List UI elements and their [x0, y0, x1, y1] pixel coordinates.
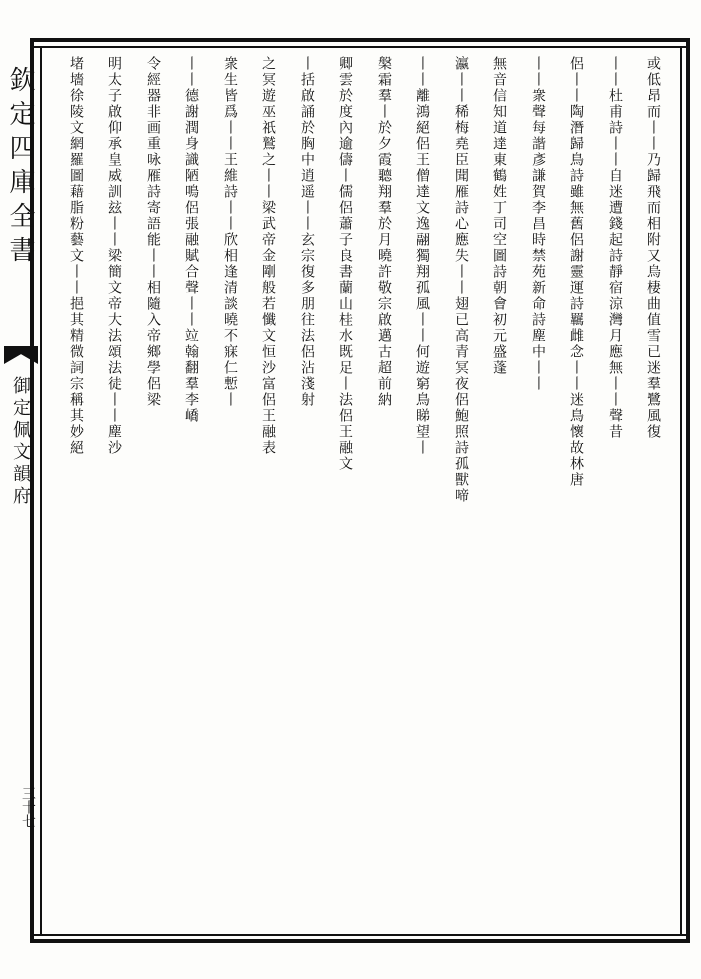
text-column: 丨丨衆聲每諧彥謙賀李昌時禁苑新命詩塵中丨丨 — [530, 56, 546, 392]
text-column: 侶丨丨陶潛歸鳥詩雖無舊侶謝靈運詩羈雌念丨丨迷鳥懷故林唐 — [568, 56, 584, 488]
text-column: 堵墻徐陵文網羅圖藉脂粉藝文丨丨挹其精微詞宗稱其妙絕 — [68, 56, 84, 456]
text-column: 丨括啟誦於胸中逍遥丨丨玄宗復多朋往法侶沾淺射 — [299, 56, 315, 408]
text-column: 無音信知道達東鶴姓丁司空圖詩朝會初元盛蓬 — [491, 56, 507, 376]
text-column: 衆生皆爲丨丨王維詩丨丨欣相逢清談曉不寐仁慙丨 — [222, 56, 238, 408]
margin-column — [0, 46, 40, 936]
text-column: 明太子啟仰承皇威訓玆丨丨梁簡文帝大法頌法徒丨丨塵沙 — [106, 56, 122, 456]
book-title: 欽定四庫全書 — [5, 66, 35, 270]
text-column: 丨丨德謝潤身識陋鳴侶張融賦合聲丨丨竝翰翻羣李嶠 — [183, 56, 199, 424]
text-column: 丨丨杜甫詩丨丨自迷遭錢起詩靜宿涼灣月應無丨丨聲昔 — [607, 56, 623, 440]
border-line-right — [680, 46, 682, 936]
text-column: 或低昂而丨丨乃歸飛而相附又烏棲曲值雪已迷羣鷺風復 — [645, 56, 661, 440]
fishtail-mark-icon — [4, 346, 38, 364]
folio-number: 三十七 — [20, 786, 36, 828]
text-column: 瀛丨丨稀梅堯臣聞雁詩心應失丨丨翅已高青冥夜侶鮑照詩孤獸啼 — [453, 56, 469, 504]
text-column: 丨丨離鴻絕侶王僧達文逸翮獨翔孤風丨丨何遊窮鳥睇望丨 — [414, 56, 430, 456]
text-column: 之冥遊巫祇鷲之丨丨梁武帝金剛般若懺文恒沙富侶王融表 — [260, 56, 276, 456]
text-columns — [52, 56, 672, 926]
book-subtitle: 御定佩文韻府 — [10, 376, 31, 508]
text-column: 令經器非画重咏雁詩寄語能丨丨相隨入帝鄉學侶梁 — [145, 56, 161, 408]
text-column: 卿雲於度內逾儔丨儒侶蕭子良書蘭山桂水既足丨法侶王融文 — [337, 56, 353, 472]
border-line-bottom — [30, 934, 690, 936]
border-line-top — [30, 46, 690, 48]
text-column: 槃霜羣丨於夕霞聽翔羣於月曉許敬宗啟邁古超前納 — [376, 56, 392, 408]
